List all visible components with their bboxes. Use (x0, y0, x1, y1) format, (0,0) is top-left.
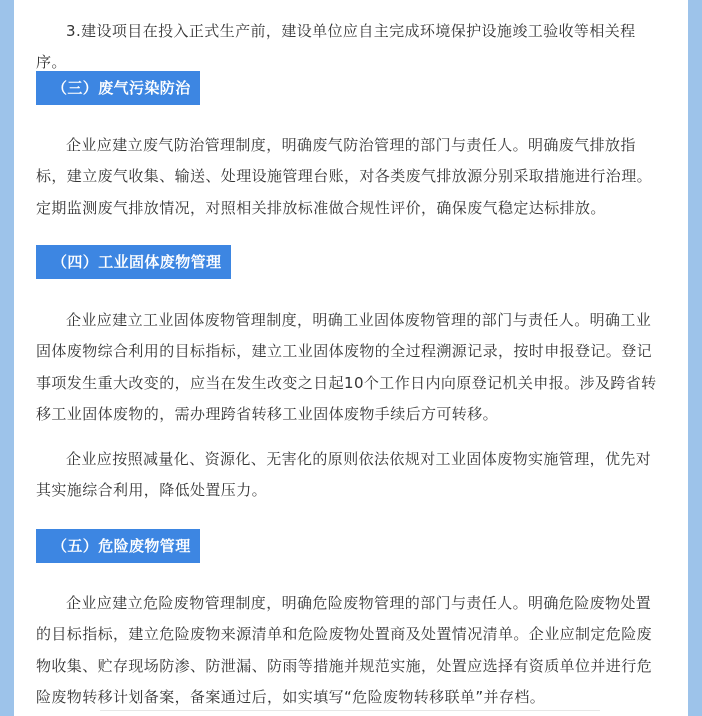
right-border (688, 0, 702, 716)
paragraph-hazardous-waste: 企业应建立危险废物管理制度，明确危险废物管理的部门与责任人。明确危险废物处置的目标指标，建立危险废物来源清单和危险废物处置商及处置情况清单。企业应制定危险废物收集、贮存现场防渗、防泄漏、防雨等措施并规范实施，处置应选择有资质单位并进行危险废物转移计划备案，备案通过后，如实填写“危险废物转移联单”并存档。 (36, 594, 653, 706)
paragraph-intro-3: 3.建设项目在投入正式生产前，建设单位应自主完成环境保护设施竣工验收等相关程序。 (36, 22, 636, 72)
bottom-divider (100, 710, 600, 711)
section-heading-gas: （三）废气污染防治 (36, 71, 200, 105)
section-heading-hazardous-waste: （五）危险废物管理 (36, 529, 200, 563)
paragraph-solid-waste-2: 企业应按照减量化、资源化、无害化的原则依法依规对工业固体废物实施管理，优先对其实施综合利用，降低处置压力。 (36, 450, 652, 500)
paragraph-solid-waste-1: 企业应建立工业固体废物管理制度，明确工业固体废物管理的部门与责任人。明确工业固体废物综合利用的目标指标，建立工业固体废物的全过程溯源记录，按时申报登记。登记事项发生重大改变的，应当在发生改变之日起10个工作日内向原登记机关申报。涉及跨省转移工业固体废物的，需办理跨省转移工业固体废物手续后方可转移。 (36, 311, 657, 423)
left-border (0, 0, 14, 716)
paragraph-gas: 企业应建立废气防治管理制度，明确废气防治管理的部门与责任人。明确废气排放指标，建立废气收集、输送、处理设施管理台账，对各类废气排放源分别采取措施进行治理。定期监测废气排放情况，对照相关排放标准做合规性评价，确保废气稳定达标排放。 (36, 136, 653, 217)
section-heading-solid-waste: （四）工业固体废物管理 (36, 245, 231, 279)
